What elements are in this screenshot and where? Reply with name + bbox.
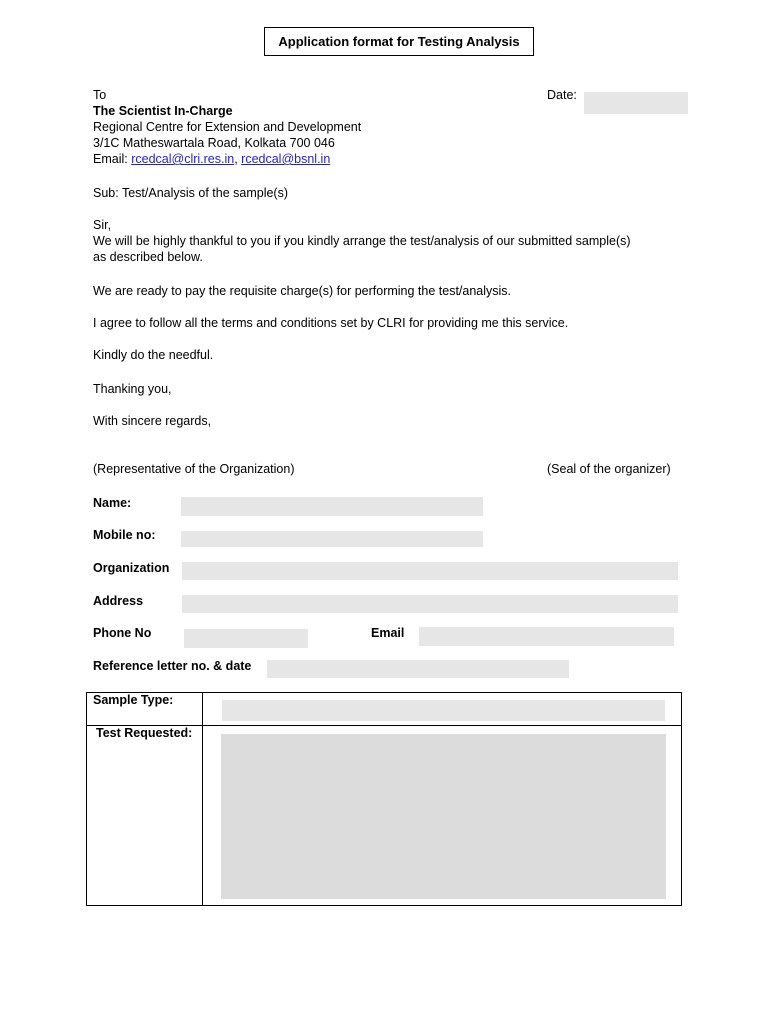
test-requested-label: Test Requested:: [96, 726, 193, 740]
email-field[interactable]: [419, 627, 674, 646]
recipient-title: The Scientist In-Charge: [93, 104, 233, 118]
test-requested-field[interactable]: [221, 734, 666, 899]
sample-type-label: Sample Type:: [93, 693, 174, 707]
mobile-label: Mobile no:: [93, 528, 156, 542]
recipient-organization: Regional Centre for Extension and Development: [93, 120, 362, 134]
body-paragraph-3: I agree to follow all the terms and conditions set by CLRI for providing me this service.: [93, 316, 569, 330]
closing-regards: With sincere regards,: [93, 414, 212, 428]
email-separator: ,: [234, 152, 242, 166]
body-paragraph-4: Kindly do the needful.: [93, 348, 214, 362]
representative-label: (Representative of the Organization): [93, 462, 295, 476]
date-field[interactable]: [584, 92, 688, 114]
body-paragraph-1-line-1: We will be highly thankful to you if you kindly arrange the test/analysis of our submitted sample(s): [93, 234, 631, 248]
closing-thanks: Thanking you,: [93, 382, 172, 396]
reference-label: Reference letter no. & date: [93, 659, 252, 673]
subject-line: Sub: Test/Analysis of the sample(s): [93, 186, 288, 200]
organization-label: Organization: [93, 561, 170, 575]
phone-field[interactable]: [184, 629, 308, 648]
name-field[interactable]: [181, 497, 483, 516]
sample-type-field[interactable]: [222, 700, 665, 721]
phone-label: Phone No: [93, 626, 152, 640]
body-paragraph-2: We are ready to pay the requisite charge(s) for performing the test/analysis.: [93, 284, 512, 298]
to-label: To: [93, 88, 107, 102]
recipient-street: 3/1C Matheswartala Road, Kolkata 700 046: [93, 136, 335, 150]
sample-table: [86, 692, 682, 906]
address-field[interactable]: [182, 595, 678, 613]
body-paragraph-1-line-2: as described below.: [93, 250, 203, 264]
organization-field[interactable]: [182, 562, 678, 580]
salutation: Sir,: [93, 218, 112, 232]
reference-field[interactable]: [267, 660, 569, 678]
email-link-clri[interactable]: rcedcal@clri.res.in: [131, 152, 235, 166]
document-title: Application format for Testing Analysis: [264, 27, 534, 56]
mobile-field[interactable]: [181, 531, 483, 547]
email-link-bsnl[interactable]: rcedcal@bsnl.in: [241, 152, 331, 166]
name-label: Name:: [93, 496, 132, 510]
date-label: Date:: [547, 88, 577, 102]
email-label: Email:: [93, 152, 132, 166]
seal-label: (Seal of the organizer): [547, 462, 671, 476]
recipient-email-line: [93, 152, 330, 166]
email-field-label: Email: [371, 626, 405, 640]
address-label: Address: [93, 594, 144, 608]
